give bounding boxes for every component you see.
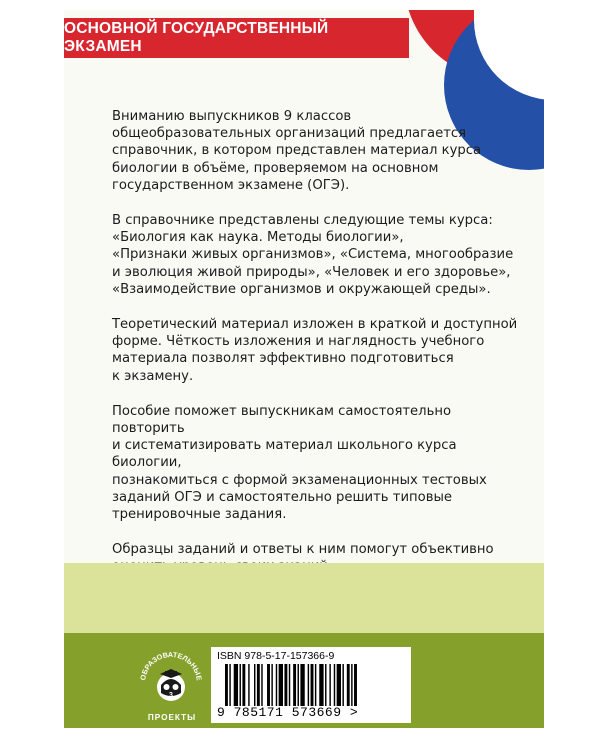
logo-top-text: ОБРАЗОВАТЕЛЬНЫЕ <box>138 649 204 682</box>
publisher-logo <box>136 643 206 727</box>
paragraph-theory: Теоретический материал изложен в краткой и доступной форме. Чёткость изложения и наглядность учебного материала позволят эффективно подготовиться к экзамену. <box>112 317 518 384</box>
paragraph-samples: Образцы заданий и ответы к ним помогут объективно <box>112 542 494 558</box>
barcode-digits: 9 785171 573669 > <box>217 705 359 720</box>
isbn-text: ISBN 978-5-17-157366-9 <box>217 650 335 662</box>
exam-title: ОСНОВНОЙ ГОСУДАРСТВЕННЫЙ ЭКЗАМЕН <box>64 20 329 55</box>
barcode-panel <box>211 647 411 723</box>
book-back-cover <box>64 10 544 728</box>
owl-emblem-icon <box>136 643 206 713</box>
logo-bottom-text: ПРОЕКТЫ <box>147 713 197 722</box>
barcode-bars <box>225 664 401 706</box>
paragraph-intro: Вниманию выпускников 9 классов общеобразовательных организаций предлагается справочник, в котором представлен материал курса биологии в объёме, проверяемом на основном государственном экзамене (ОГЭ). <box>112 109 482 193</box>
logo-badge-number: 3 <box>169 692 173 699</box>
description-text <box>112 108 522 594</box>
paragraph-topics: В справочнике представлены следующие темы курса: «Биология как наука. Методы биологии», «Признаки живых организмов», «Система, многообразие и эволюция живой природы», «Человек и его здоровье», «Взаимодействие организмов и окружающей среды». <box>112 213 514 297</box>
green-light-band <box>64 563 544 633</box>
exam-title-banner <box>64 18 409 58</box>
paragraph-benefits: Пособие поможет выпускникам самостоятельно повторить и систематизировать материал школьного курса биологии, познакомиться с формой экзаменационных тестовых заданий ОГЭ и самостоятельно решить типовые тренировочные задания. <box>112 403 487 523</box>
